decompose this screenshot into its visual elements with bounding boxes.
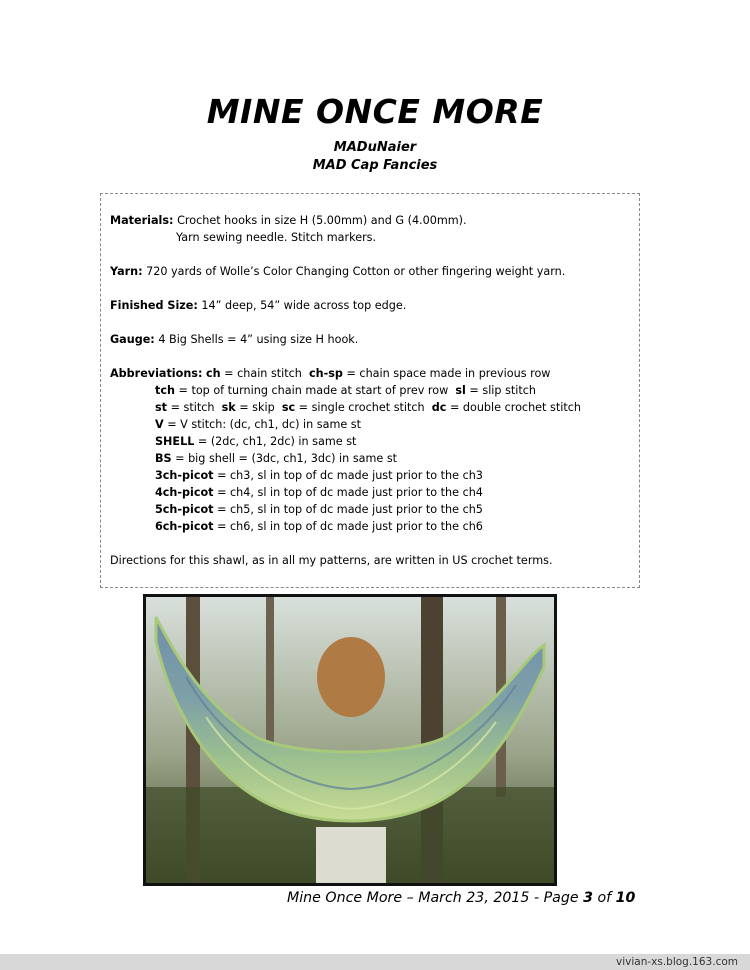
abbr-line-3 xyxy=(110,399,639,416)
abbr-term: tch xyxy=(155,384,175,397)
size-line xyxy=(110,297,639,314)
materials-text: Crochet hooks in size H (5.00mm) and G (4.00mm). xyxy=(177,214,467,227)
abbr-term: dc xyxy=(431,401,447,414)
yarn-line xyxy=(110,263,639,280)
abbr-line-4 xyxy=(110,416,639,433)
abbr-term: 6ch-picot xyxy=(155,520,214,533)
abbr-def: = top of turning chain made at start of prev row xyxy=(174,384,456,397)
shawl-photo xyxy=(143,594,557,886)
brand-name: MAD Cap Fancies xyxy=(312,158,438,173)
footer-page-number: 3 xyxy=(583,890,593,906)
abbr-def: = stitch xyxy=(167,401,222,414)
abbr-def: = big shell = (3dc, ch1, 3dc) in same st xyxy=(171,452,398,465)
abbr-def: = ch4, sl in top of dc made just prior to the ch4 xyxy=(213,486,483,499)
abbr-term: ch-sp xyxy=(309,367,343,380)
abbr-term: V xyxy=(155,418,164,431)
abbr-line-8 xyxy=(110,484,639,501)
directions-note: Directions for this shawl, as in all my patterns, are written in US crochet terms. xyxy=(110,554,553,567)
abbr-def: = slip stitch xyxy=(465,384,537,397)
abbr-line-7 xyxy=(110,467,639,484)
size-text: 14” deep, 54” wide across top edge. xyxy=(201,299,407,312)
shawl-illustration xyxy=(146,597,554,883)
abbr-def: = skip xyxy=(235,401,282,414)
author-name: MADuNaier xyxy=(333,140,417,155)
abbr-def: = V stitch: (dc, ch1, dc) in same st xyxy=(163,418,362,431)
footer-page-total: 10 xyxy=(615,890,636,906)
materials-line xyxy=(110,212,639,229)
watermark-text: vivian-xs.blog.163.com xyxy=(616,956,738,968)
page-footer xyxy=(287,890,635,906)
abbr-line-2 xyxy=(110,382,639,399)
abbr-term: ch xyxy=(206,367,221,380)
abbr-term: 4ch-picot xyxy=(155,486,214,499)
gauge-line xyxy=(110,331,639,348)
watermark-bar xyxy=(0,954,750,970)
footer-of: of xyxy=(592,890,616,906)
abbr-line-6 xyxy=(110,450,639,467)
gauge-label: Gauge: xyxy=(110,333,155,346)
abbr-def: = ch3, sl in top of dc made just prior to the ch3 xyxy=(213,469,483,482)
abbr-line-9 xyxy=(110,501,639,518)
yarn-text: 720 yards of Wolle’s Color Changing Cotton or other fingering weight yarn. xyxy=(146,265,566,278)
size-label: Finished Size: xyxy=(110,299,198,312)
abbr-term: 5ch-picot xyxy=(155,503,214,516)
abbr-def: = (2dc, ch1, 2dc) in same st xyxy=(194,435,357,448)
abbr-line-5 xyxy=(110,433,639,450)
pattern-title: MINE ONCE MORE xyxy=(206,92,544,131)
abbr-def: = single crochet stitch xyxy=(295,401,432,414)
abbr-def: = chain stitch xyxy=(220,367,310,380)
materials-box xyxy=(100,193,640,588)
abbr-label: Abbreviations: xyxy=(110,367,203,380)
abbr-def: = ch6, sl in top of dc made just prior to the ch6 xyxy=(213,520,483,533)
abbr-term: st xyxy=(155,401,168,414)
abbr-term: sl xyxy=(455,384,466,397)
abbr-term: sc xyxy=(281,401,296,414)
abbr-term: sk xyxy=(221,401,236,414)
yarn-label: Yarn: xyxy=(110,265,143,278)
abbr-def: = chain space made in previous row xyxy=(342,367,551,380)
abbr-term: BS xyxy=(155,452,172,465)
abbr-term: 3ch-picot xyxy=(155,469,214,482)
materials-line-2: Yarn sewing needle. Stitch markers. xyxy=(176,231,377,244)
materials-label: Materials: xyxy=(110,214,174,227)
abbr-def: = double crochet stitch xyxy=(446,401,581,414)
footer-prefix: Mine Once More – March 23, 2015 - Page xyxy=(287,890,584,906)
abbr-def: = ch5, sl in top of dc made just prior to the ch5 xyxy=(213,503,483,516)
abbr-line-10 xyxy=(110,518,639,535)
gauge-text: 4 Big Shells = 4” using size H hook. xyxy=(158,333,359,346)
abbr-line-1 xyxy=(110,365,639,382)
abbr-term: SHELL xyxy=(155,435,195,448)
